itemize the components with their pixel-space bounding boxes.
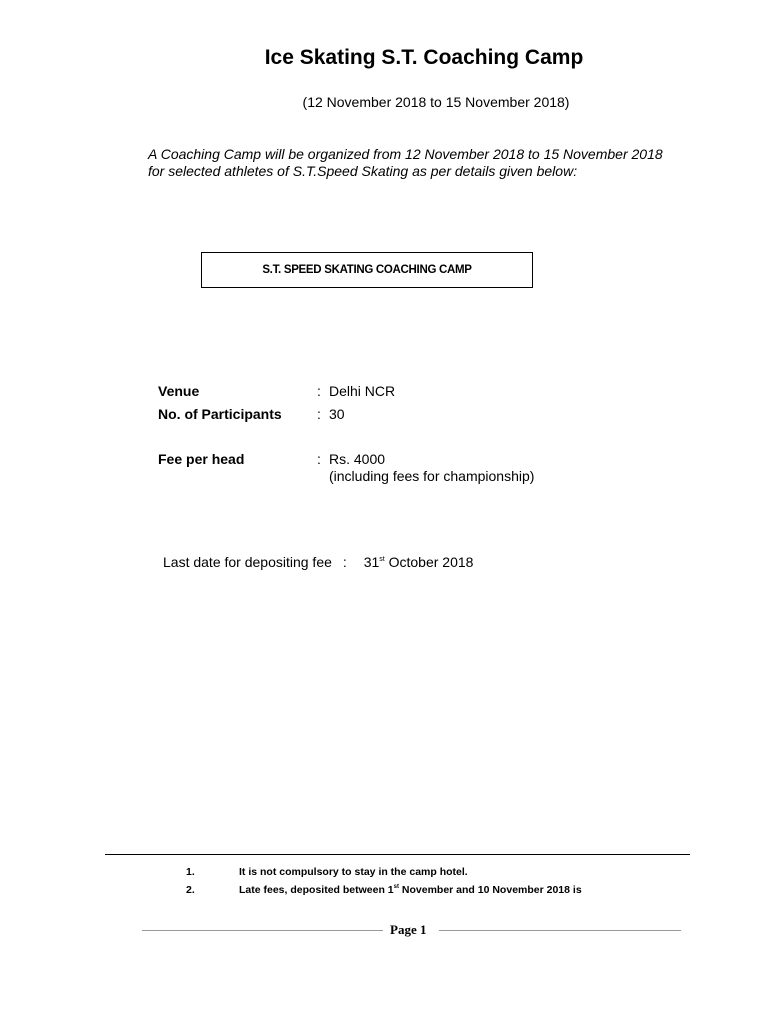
fee-colon: : [317, 451, 321, 467]
footer-line-left [142, 930, 383, 931]
footnote-divider [105, 854, 690, 855]
venue-value: Delhi NCR [329, 383, 396, 399]
last-date-label: Last date for depositing fee [163, 554, 332, 570]
venue-colon: : [317, 383, 321, 399]
footnote-1-text: It is not compulsory to stay in the camp hotel. [239, 866, 468, 878]
last-date-day: 31 [363, 554, 380, 570]
participants-value: 30 [329, 406, 345, 422]
participants-label: No. of Participants [158, 406, 282, 422]
camp-banner-text: S.T. SPEED SKATING COACHING CAMP [262, 264, 472, 276]
footnote-2-text [239, 884, 582, 896]
camp-dates: (12 November 2018 to 15 November 2018) [302, 94, 570, 110]
footnote-1-number: 1. [186, 866, 195, 878]
page-number: Page 1 [390, 922, 427, 937]
last-date-row [163, 554, 473, 570]
fee-label: Fee per head [158, 451, 245, 467]
document-title: Ice Skating S.T. Coaching Camp [264, 46, 584, 69]
footnote-2-post: November and 10 November 2018 is [398, 884, 582, 896]
camp-banner [201, 252, 533, 288]
fee-value: Rs. 4000 [329, 451, 386, 467]
intro-paragraph: A Coaching Camp will be organized from 12 November 2018 to 15 November 2018 for selected athletes of S.T.Speed Skating as per details given below: [148, 146, 663, 179]
venue-label: Venue [158, 383, 200, 399]
footnote-2-number: 2. [186, 884, 195, 896]
last-date-value [364, 554, 474, 570]
footnote-2-pre: Late fees, deposited between 1 [239, 884, 394, 896]
last-date-colon: : [342, 554, 347, 570]
last-date-suffix: st [379, 556, 385, 563]
footer-line-right [439, 930, 681, 931]
participants-colon: : [317, 406, 321, 422]
last-date-rest: October 2018 [384, 554, 474, 570]
fee-note: (including fees for championship) [329, 468, 535, 484]
footnote-2-sup: st [393, 884, 399, 890]
